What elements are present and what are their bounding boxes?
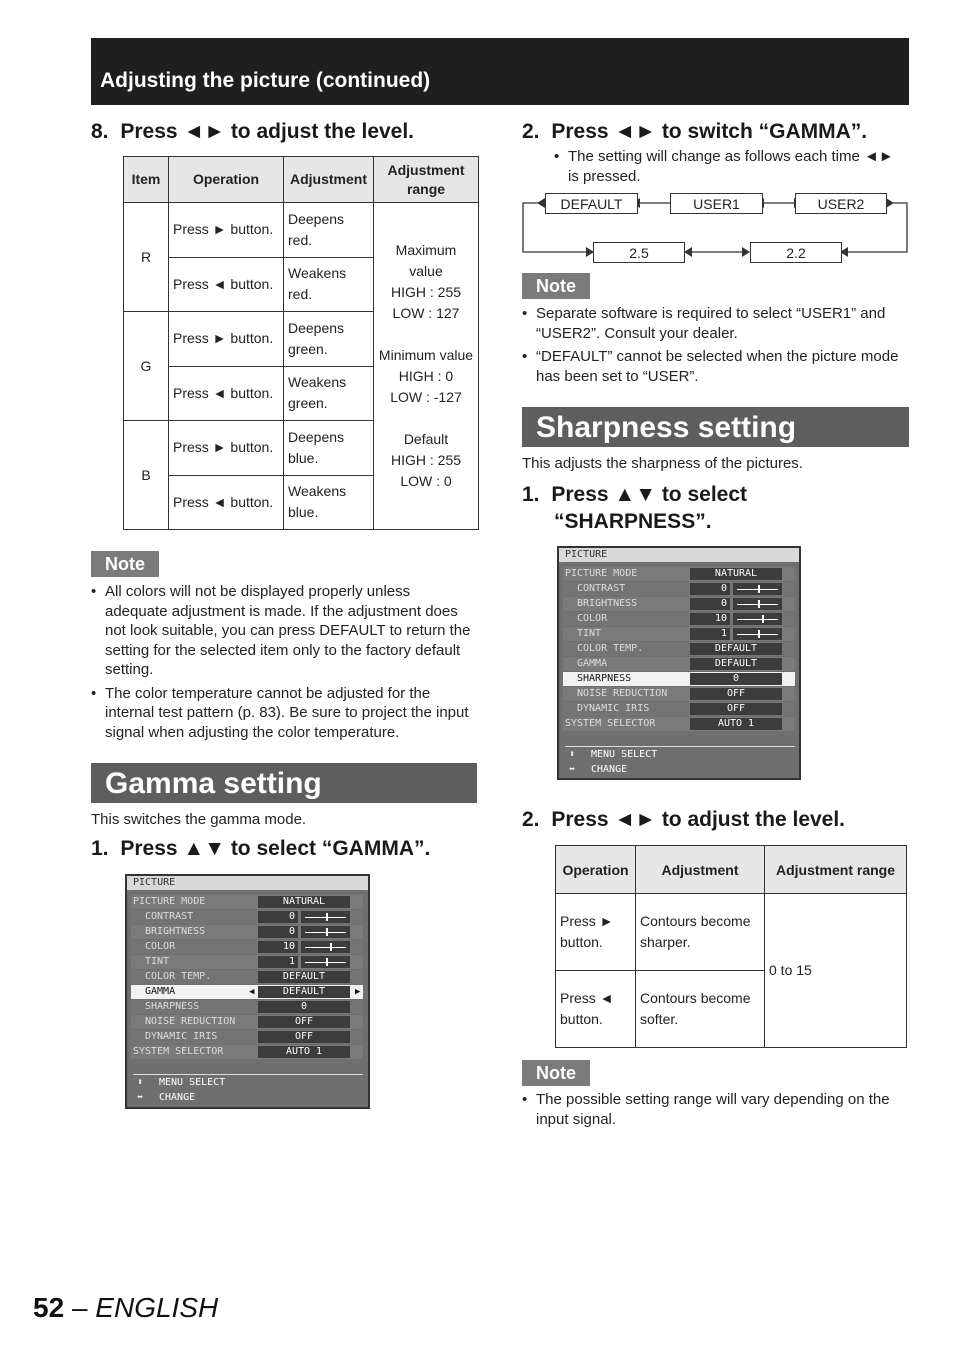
note-list: [522, 304, 902, 390]
osd-menu-row[interactable]: [563, 717, 795, 731]
column-header: Operation: [169, 157, 284, 203]
range-line: value: [409, 263, 443, 279]
column-header: Adjustment: [284, 157, 374, 203]
table-header-row: [556, 846, 907, 894]
osd-menu-value: OFF: [258, 1016, 350, 1028]
osd-footer-hint: [137, 1092, 195, 1103]
osd-menu-label: PICTURE MODE: [565, 568, 638, 579]
step-text: Press ◄► to adjust the level.: [120, 120, 415, 143]
operation-cell: Press ◄ button.: [169, 475, 284, 530]
note-list: [522, 1090, 902, 1133]
rgb-adjustment-table: [123, 156, 479, 530]
operation-cell: Press ► button.: [556, 894, 636, 971]
sharpness-description: This adjusts the sharpness of the pictures.: [522, 455, 803, 472]
column-header: Item: [124, 157, 169, 203]
osd-menu-row[interactable]: [563, 687, 795, 701]
step-text: “SHARPNESS”.: [554, 510, 712, 533]
flow-box-2-2: 2.2: [750, 242, 842, 263]
flow-box-2-5: 2.5: [593, 242, 685, 263]
range-line: [374, 324, 478, 345]
osd-menu-label: COLOR TEMP.: [577, 643, 644, 654]
osd-menu-value: AUTO 1: [258, 1046, 350, 1058]
osd-menu-row[interactable]: [131, 955, 363, 969]
step-text: Press ◄► to switch “GAMMA”.: [551, 120, 868, 143]
osd-menu-label: SHARPNESS: [145, 1001, 200, 1012]
osd-menu-row[interactable]: [563, 612, 795, 626]
flow-box-default: DEFAULT: [545, 193, 638, 214]
footer-language: ENGLISH: [95, 1292, 219, 1323]
sharpness-section-title: Sharpness setting: [522, 407, 909, 447]
arrow-head: [537, 198, 545, 208]
range-line: LOW : 127: [392, 305, 460, 321]
bullet-item: • The setting will change as follows each time ◄► is pressed.: [554, 147, 894, 186]
step-number: 8.: [91, 120, 109, 143]
osd-menu-label: CONTRAST: [145, 911, 194, 922]
osd-menu-row[interactable]: [131, 895, 363, 909]
osd-footer-text: CHANGE: [159, 1092, 196, 1103]
osd-footer-hint: [569, 764, 627, 775]
note-label: Note: [522, 1060, 590, 1086]
adjustment-cell: Contours become sharper.: [636, 894, 765, 971]
flow-box-user1: USER1: [670, 193, 763, 214]
osd-menu-value: 0: [690, 673, 782, 685]
osd-menu-row[interactable]: [131, 1015, 363, 1029]
osd-menu-label: SYSTEM SELECTOR: [565, 718, 656, 729]
osd-menu-title: PICTURE: [127, 876, 368, 890]
table-row: [556, 894, 907, 971]
osd-menu-row[interactable]: [131, 1030, 363, 1044]
step-text: Press ▲▼ to select “GAMMA”.: [120, 837, 431, 860]
osd-menu-row[interactable]: [563, 702, 795, 716]
osd-menu-title: PICTURE: [559, 548, 799, 562]
osd-menu-label: COLOR TEMP.: [145, 971, 212, 982]
operation-cell: Press ◄ button.: [556, 971, 636, 1048]
osd-menu-value: 0: [690, 598, 730, 610]
adjustment-cell: Deepens blue.: [284, 421, 374, 476]
table-row: [124, 203, 479, 258]
arrow-head: [684, 247, 692, 257]
osd-footer-text: MENU SELECT: [591, 749, 658, 760]
osd-slider[interactable]: [733, 598, 782, 610]
range-line: HIGH : 0: [398, 368, 454, 384]
osd-separator: [133, 1074, 363, 1075]
footer-dash: –: [71, 1292, 96, 1323]
leftright-icon: ⬌: [137, 1092, 144, 1103]
range-line: [374, 408, 478, 429]
osd-menu-row[interactable]: [131, 970, 363, 984]
osd-menu-label: GAMMA: [145, 986, 176, 997]
osd-menu-row[interactable]: [131, 940, 363, 954]
step-8-heading: [91, 120, 414, 144]
osd-menu-value: AUTO 1: [690, 718, 782, 730]
flow-box-user2: USER2: [795, 193, 887, 214]
osd-menu-label: NOISE REDUCTION: [145, 1016, 236, 1027]
range-lines: [374, 240, 478, 492]
osd-menu-value: 0: [258, 926, 298, 938]
osd-slider[interactable]: [733, 613, 782, 625]
osd-menu-label: TINT: [145, 956, 170, 967]
updown-icon: ⬍: [137, 1077, 144, 1088]
table-header-row: [124, 157, 479, 203]
sharpness-step-2-heading: [522, 808, 845, 832]
operation-cell: Press ◄ button.: [169, 366, 284, 421]
osd-menu-row[interactable]: [563, 567, 795, 581]
osd-slider[interactable]: [301, 926, 350, 938]
leftright-icon: ⬌: [569, 764, 576, 775]
osd-menu-row[interactable]: [131, 910, 363, 924]
osd-slider[interactable]: [733, 583, 782, 595]
osd-menu-value: OFF: [690, 688, 782, 700]
osd-menu-value: DEFAULT: [258, 986, 350, 998]
item-cell: G: [124, 312, 169, 421]
osd-slider[interactable]: [301, 911, 350, 923]
osd-menu-value: NATURAL: [258, 896, 350, 908]
range-line: LOW : 0: [400, 473, 452, 489]
osd-menu-label: DYNAMIC IRIS: [577, 703, 650, 714]
left-arrow-icon: ◀: [249, 987, 255, 997]
column-header: Adjustment: [636, 846, 765, 894]
osd-menu-value: 0: [690, 583, 730, 595]
osd-menu-value: 10: [258, 941, 298, 953]
osd-menu-value: DEFAULT: [258, 971, 350, 983]
gamma-section-title: Gamma setting: [91, 763, 477, 803]
item-cell: B: [124, 421, 169, 530]
osd-footer-hint: [137, 1077, 225, 1088]
gamma-description: This switches the gamma mode.: [91, 811, 307, 828]
osd-menu-label: COLOR: [577, 613, 608, 624]
osd-menu-label: GAMMA: [577, 658, 608, 669]
sharpness-adjustment-table: [555, 845, 907, 1048]
step-number: 1.: [522, 483, 540, 506]
adjustment-cell: Deepens green.: [284, 312, 374, 367]
osd-menu-label: SHARPNESS: [577, 673, 632, 684]
operation-cell: Press ► button.: [169, 312, 284, 367]
osd-menu-value: OFF: [690, 703, 782, 715]
adjustment-cell: Weakens red.: [284, 257, 374, 312]
osd-menu-value: 0: [258, 1001, 350, 1013]
osd-menu-value: OFF: [258, 1031, 350, 1043]
osd-menu-row[interactable]: [131, 985, 363, 999]
note-item: • The possible setting range will vary depending on the input signal.: [522, 1090, 902, 1129]
osd-menu-label: CONTRAST: [577, 583, 626, 594]
osd-menu-label: PICTURE MODE: [133, 896, 206, 907]
osd-menu-row[interactable]: [131, 925, 363, 939]
item-cell: R: [124, 203, 169, 312]
step-text: Press ◄► to adjust the level.: [551, 808, 846, 831]
range-line: HIGH : 255: [390, 452, 462, 468]
adjustment-cell: Weakens green.: [284, 366, 374, 421]
adjustment-cell: Deepens red.: [284, 203, 374, 258]
step-2-heading: [522, 120, 867, 144]
osd-menu-label: TINT: [577, 628, 602, 639]
arrow-head: [742, 247, 750, 257]
osd-menu-value: NATURAL: [690, 568, 782, 580]
page-footer: [33, 1292, 218, 1324]
adjustment-cell: Contours become softer.: [636, 971, 765, 1048]
osd-menu-value: DEFAULT: [690, 643, 782, 655]
osd-menu-row[interactable]: [563, 597, 795, 611]
osd-footer-hint: [569, 749, 657, 760]
osd-separator: [565, 746, 795, 747]
step-text: Press ▲▼ to select: [551, 483, 748, 506]
column-header: Adjustment range: [374, 157, 479, 203]
step-number: 1.: [91, 837, 109, 860]
osd-slider[interactable]: [733, 628, 782, 640]
osd-menu-row[interactable]: [563, 657, 795, 671]
range-cell: [374, 203, 479, 530]
osd-menu-value: 1: [690, 628, 730, 640]
picture-menu-osd-gamma: [125, 874, 370, 1109]
note-item: • “DEFAULT” cannot be selected when the picture mode has been set to “USER”.: [522, 347, 902, 386]
note-item: • The color temperature cannot be adjusted for the internal test pattern (p. 83). Be sure to project the input signal when adjusting the color temperature.: [91, 684, 476, 743]
range-line: Maximum: [395, 242, 457, 258]
range-cell: 0 to 15: [765, 894, 907, 1048]
osd-footer-text: MENU SELECT: [159, 1077, 226, 1088]
osd-menu-value: 1: [258, 956, 298, 968]
note-label: Note: [91, 551, 159, 577]
osd-menu-label: DYNAMIC IRIS: [145, 1031, 218, 1042]
range-line: Minimum value: [378, 347, 474, 363]
osd-menu-row[interactable]: [563, 642, 795, 656]
osd-footer-text: CHANGE: [591, 764, 628, 775]
osd-menu-row[interactable]: [563, 582, 795, 596]
osd-menu-value: DEFAULT: [690, 658, 782, 670]
column-header: Adjustment range: [765, 846, 907, 894]
operation-cell: Press ► button.: [169, 421, 284, 476]
section-header-bar: [91, 38, 909, 105]
range-line: HIGH : 255: [390, 284, 462, 300]
page-number: 52: [33, 1292, 65, 1323]
osd-menu-row[interactable]: [563, 672, 795, 686]
osd-menu-label: NOISE REDUCTION: [577, 688, 668, 699]
range-line: Default: [403, 431, 449, 447]
arrow-head: [886, 198, 894, 208]
note-list: [91, 582, 476, 746]
section-header-title: Adjusting the picture (continued): [100, 69, 431, 92]
osd-slider[interactable]: [301, 941, 350, 953]
note-item: • Separate software is required to select “USER1” and “USER2”. Consult your dealer.: [522, 304, 902, 343]
operation-cell: Press ◄ button.: [169, 257, 284, 312]
osd-menu-row[interactable]: [131, 1045, 363, 1059]
osd-menu-label: BRIGHTNESS: [145, 926, 206, 937]
picture-menu-osd-sharpness: [557, 546, 801, 780]
osd-slider[interactable]: [301, 956, 350, 968]
gamma-step-1-heading: [91, 837, 430, 861]
adjustment-cell: Weakens blue.: [284, 475, 374, 530]
osd-menu-value: 0: [258, 911, 298, 923]
step-2-bullet-list: [554, 147, 894, 190]
osd-menu-label: BRIGHTNESS: [577, 598, 638, 609]
range-line: LOW : -127: [390, 389, 462, 405]
note-label: Note: [522, 273, 590, 299]
updown-icon: ⬍: [569, 749, 576, 760]
osd-menu-row[interactable]: [131, 1000, 363, 1014]
column-header: Operation: [556, 846, 636, 894]
note-item: • All colors will not be displayed properly unless adequate adjustment is made. If the adjustment does not look suitable, you can press DEFAULT to return the setting for the selected item only to the factory default setting.: [91, 582, 476, 680]
sharpness-step-1-heading: [522, 481, 747, 535]
osd-menu-value: 10: [690, 613, 730, 625]
osd-menu-label: COLOR: [145, 941, 176, 952]
step-number: 2.: [522, 808, 540, 831]
osd-menu-row[interactable]: [563, 627, 795, 641]
operation-cell: Press ► button.: [169, 203, 284, 258]
step-number: 2.: [522, 120, 540, 143]
right-arrow-icon: ▶: [355, 987, 361, 997]
osd-menu-label: SYSTEM SELECTOR: [133, 1046, 224, 1057]
